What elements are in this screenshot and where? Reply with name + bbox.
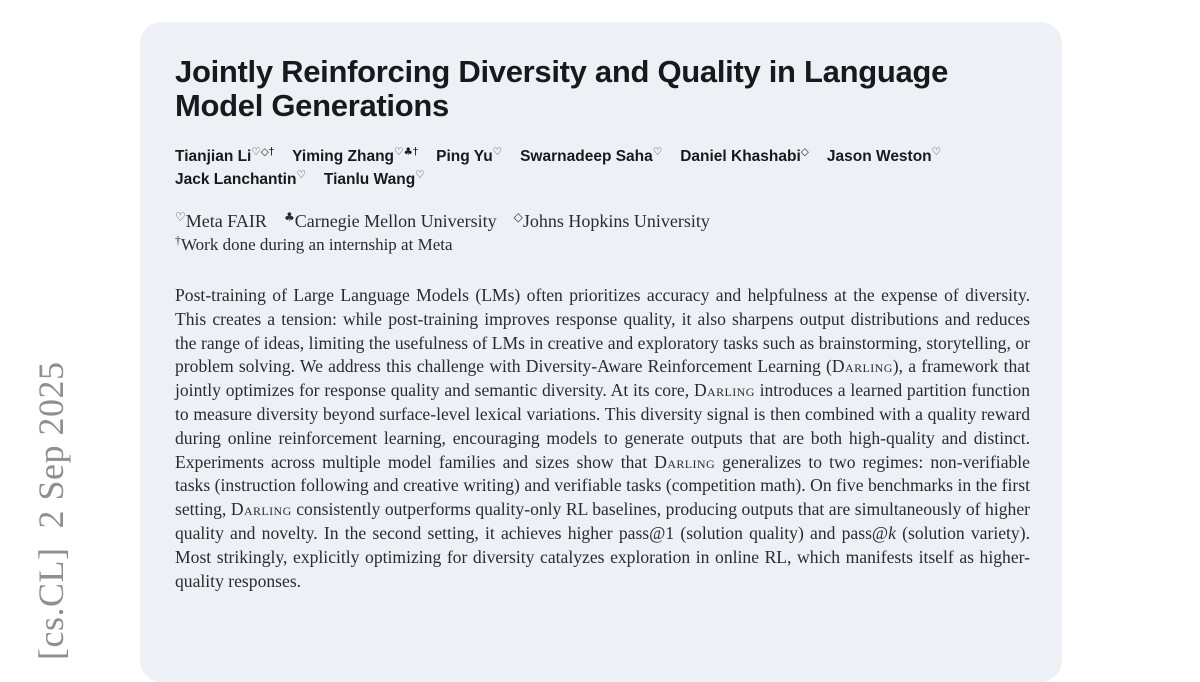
abstract-term-smallcaps: Darling xyxy=(693,380,755,401)
abstract-term-italic: k xyxy=(888,523,896,544)
affiliation-name: Carnegie Mellon University xyxy=(294,211,497,232)
abstract-text-run: (solution variety). Most strikingly, explicitly optimizing for diversity catalyzes exploration in online RL, which manifests itself as higher-quality responses. xyxy=(175,523,1030,591)
author xyxy=(520,146,662,169)
affiliation xyxy=(514,211,710,231)
footnote xyxy=(175,235,1030,255)
abstract-text-run: Post-training of Large Language Models (LMs) often prioritizes accuracy and helpfulness at the expense of diversity. This creates a tension: while post-training improves response quality, it also sharpens output distributions and reduces the range of ideas, limiting the usefulness of LMs in creative and exploratory tasks such as brainstorming, storytelling, or problem solving. We address this challenge with Diversity-Aware Reinforcement Learning ( xyxy=(175,285,1030,377)
author xyxy=(436,146,502,169)
affiliation-symbol: ♣ xyxy=(283,210,295,225)
affiliation-name: Meta FAIR xyxy=(185,211,267,232)
arxiv-watermark: [cs.CL] 2 Sep 2025 xyxy=(31,361,71,660)
author-affiliation-marks: ◇ xyxy=(800,146,809,159)
author-affiliation-marks: ♡ xyxy=(931,146,942,159)
abstract-text-run: consistently outperforms quality-only RL baselines, producing outputs that are simultaneously of higher quality and novelty. In the second setting, it achieves higher pass@1 (solution quality) and pass@ xyxy=(175,499,1031,544)
affiliation-name: Johns Hopkins University xyxy=(522,211,710,232)
author-affiliation-marks: ♡ xyxy=(652,146,663,159)
author-affiliation-marks: ♡ xyxy=(296,169,306,182)
author-name: Swarnadeep Saha xyxy=(520,148,653,166)
abstract-text-run: introduces a learned partition function to measure diversity beyond surface-level lexical variations. This diversity signal is then combined with a quality reward during online reinforcement learning, encouraging models to generate outputs that are both high-quality and distinct. Experiments across multiple model families and sizes show that xyxy=(175,380,1030,472)
abstract xyxy=(175,284,1030,593)
author-affiliation-marks: ♡◇† xyxy=(251,146,275,159)
affiliation xyxy=(175,211,267,231)
author-affiliation-marks: ♡ xyxy=(492,146,503,159)
affiliation xyxy=(284,211,497,231)
abstract-term-smallcaps: Darling xyxy=(230,499,292,520)
author xyxy=(324,169,425,192)
affiliation-symbol: ◇ xyxy=(513,210,523,225)
paper-title: Jointly Reinforcing Diversity and Quality in Language Model Generations xyxy=(175,54,949,124)
abstract-text-run: generalizes to two regimes: non-verifiable tasks (instruction following and creative writing) and verifiable tasks (competition math). On five benchmarks in the first setting, xyxy=(175,451,1030,520)
abstract-term-smallcaps: Darling xyxy=(831,356,893,377)
author-name: Jack Lanchantin xyxy=(175,171,297,189)
author xyxy=(827,146,941,169)
author-name: Tianlu Wang xyxy=(323,171,416,189)
author-affiliation-marks: ♡ xyxy=(415,169,425,182)
author-name: Jason Weston xyxy=(826,148,932,166)
author xyxy=(175,146,274,169)
author xyxy=(292,146,418,169)
author-name: Tianjian Li xyxy=(175,148,252,166)
footnote-symbol: † xyxy=(175,233,181,248)
affiliation-list xyxy=(175,211,1030,232)
author-name: Ping Yu xyxy=(436,148,493,166)
author-list xyxy=(175,146,1030,192)
footnote-text: Work done during an internship at Meta xyxy=(181,235,453,255)
author xyxy=(680,146,809,169)
author-affiliation-marks: ♡♣† xyxy=(394,146,419,159)
author-name: Yiming Zhang xyxy=(292,148,395,166)
affiliation-symbol: ♡ xyxy=(175,210,186,225)
abstract-term-smallcaps: Darling xyxy=(654,451,716,472)
author-name: Daniel Khashabi xyxy=(680,148,801,166)
paper-card xyxy=(140,22,1062,682)
author xyxy=(175,169,306,192)
abstract-text-run: ), a framework that jointly optimizes for response quality and semantic diversity. At its core, xyxy=(175,356,1030,401)
